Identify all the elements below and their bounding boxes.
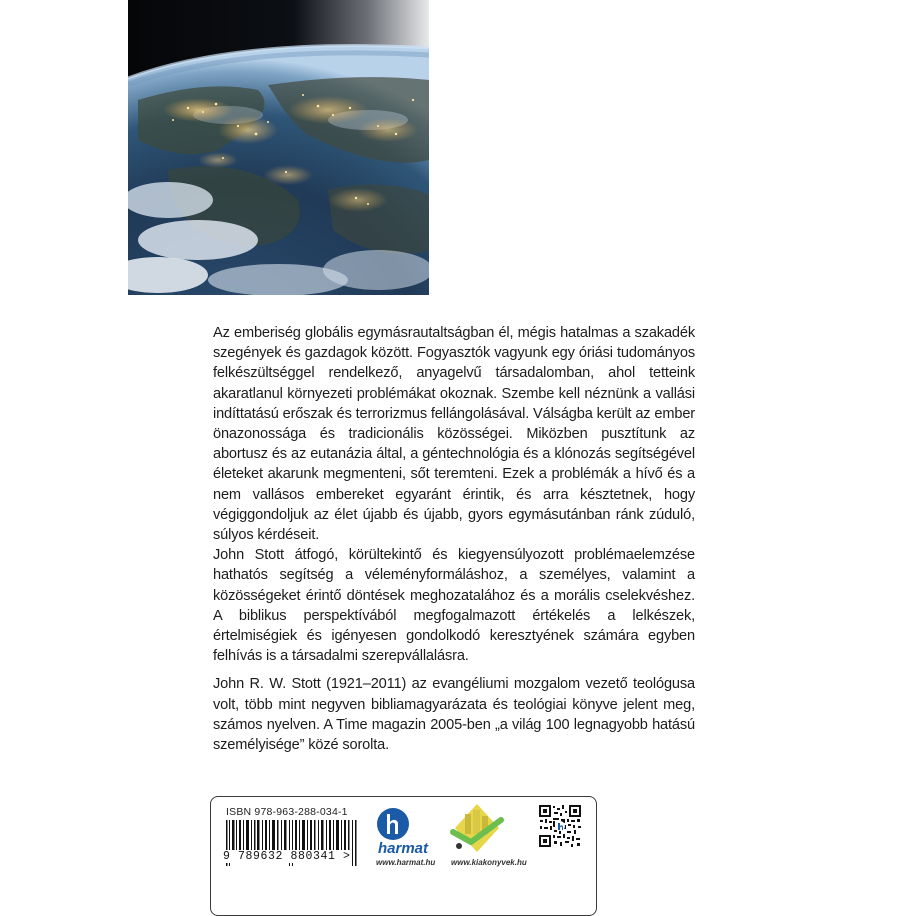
harmat-h-logo-icon <box>375 806 411 842</box>
isbn-label: ISBN 978-963-288-034-1 <box>226 806 348 818</box>
cover-earth-image <box>128 0 429 295</box>
kiakonyvek-logo-icon <box>447 798 507 856</box>
back-cover-blurb <box>213 323 695 755</box>
blurb-paragraph: Az emberiség globális egymásrautaltságban él, mégis hatalmas a szakadék szegények és gazdagok között. Fogyasztók vagyunk egy óriási tudományos felkészültséggel rendelkező, anyagelvű társadalomban, ahol tetteink akaratlanul környezeti problémákat okoznak. Szembe kell néznünk a vallási indíttatású erőszak és terrorizmus fellángolásával. Válságba került az ember önazonossága és tradicionális közösségei. Miközben pusztítunk az abortusz és az eutanázia által, a géntechnológia és a klónozás segítségével életeket akarunk megmenteni, sőt teremteni. Ezek a problémák a hívő és a nem vallásos embereket egyaránt érintik, és arra késztetnek, hogy végiggondoljuk az élet újabb és újabb, gyors egymásutánban ránk zúduló, súlyos kérdéseit. <box>213 325 695 544</box>
partner-url[interactable]: www.kiakonyvek.hu <box>451 858 527 867</box>
blurb-paragraph: John Stott átfogó, körültekintő és kiegyensúlyozott problémaelemzése hathatós segítség a véleményformáláshoz, a személyes, valamint a közösségeket érintő döntések meghozatalához és a morális cselekvéshez. A biblikus perspektívából megfogalmazott értékelés a lelkészek, értelmiségiek és igényesen gondolkodó keresztyének számára egyben felhívás is a társadalmi szerepvállalásra. <box>213 547 695 665</box>
publisher-url[interactable]: www.harmat.hu <box>376 858 436 867</box>
barcode-digits: 9 789632 880341 > <box>223 850 351 863</box>
publisher-name: harmat <box>378 840 429 857</box>
qr-code-icon[interactable] <box>538 804 582 848</box>
author-bio-paragraph: John R. W. Stott (1921–2011) az evangéliumi mozgalom vezető teológusa volt, több mint negyven bibliamagyarázata és teológiai könyve jelent meg, számos nyelven. A Time magazin 2005-ben „a világ 100 legnagyobb hatású személyisége” közé sorolta. <box>213 676 695 754</box>
